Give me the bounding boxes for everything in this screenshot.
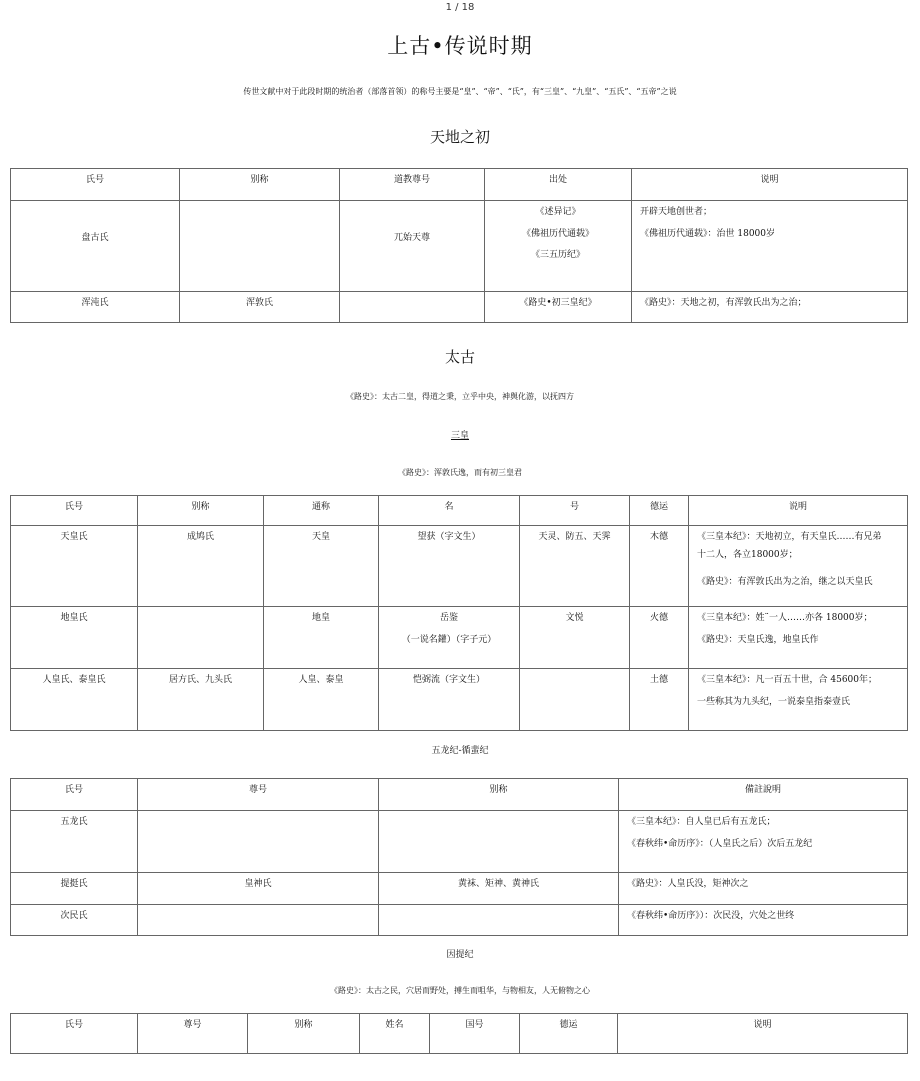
cell-zun <box>138 905 379 936</box>
col-header: 说明 <box>689 496 908 526</box>
cell-note: 一些称其为九头纪，一说泰皇指泰壹氏 <box>697 696 851 707</box>
table-wulong <box>10 778 908 936</box>
col-header: 氏号 <box>11 496 138 526</box>
cell-source: 《路史•初三皇纪》 <box>485 292 632 323</box>
cell-note: 《春秋纬•命历序》：（人皇氏之后）次后五龙纪 <box>627 838 813 849</box>
section-heading-wulong: 五龙纪-循蜚纪 <box>431 746 489 756</box>
cell-note: 《三皇本纪》：天地初立，有天皇氏……有兄弟 <box>697 532 882 542</box>
cell-given: 望获（字文生） <box>379 526 520 607</box>
col-header: 道教尊号 <box>340 169 485 201</box>
cell-source: 《述异记》 <box>535 207 581 217</box>
cell-alias: 浑敦氏 <box>180 292 340 323</box>
col-header: 说明 <box>632 169 908 201</box>
cell-given: （一说名鑵）（字子元） <box>401 634 497 645</box>
col-header: 氏号 <box>11 1014 138 1054</box>
cell-name: 盘古氏 <box>81 233 109 243</box>
cell-common: 地皇 <box>264 607 379 669</box>
cell-note: 开辟天地创世者； <box>640 207 713 217</box>
cell-title <box>340 292 485 323</box>
table-row <box>11 607 908 669</box>
col-header: 德运 <box>520 1014 618 1054</box>
col-header: 尊号 <box>138 779 379 811</box>
cell-alias: 黄袜、矩神、黄神氏 <box>379 873 619 905</box>
col-header: 氏号 <box>11 779 138 811</box>
table-header-row <box>11 496 908 526</box>
cell-alias <box>180 201 340 292</box>
cell-de: 土德 <box>630 669 689 731</box>
table-header-row <box>11 169 908 201</box>
cell-note: 《佛祖历代通载》：治世 18000岁 <box>640 228 775 239</box>
table-row <box>11 201 908 292</box>
cell-note: 《路史》：天地之初，有浑敦氏出为之治； <box>632 292 908 323</box>
table-row <box>11 905 908 936</box>
col-header: 尊号 <box>138 1014 248 1054</box>
col-header: 别称 <box>379 779 619 811</box>
cell-note: 《三皇本纪》：自人皇已后有五龙氏； <box>627 817 776 827</box>
table-header-row <box>11 1014 908 1054</box>
cell-common: 天皇 <box>264 526 379 607</box>
cell-given: 岳鉴 <box>439 613 458 623</box>
col-header: 備註說明 <box>619 779 908 811</box>
cell-name: 天皇氏 <box>11 526 138 607</box>
cell-alias <box>138 607 264 669</box>
cell-name: 浑沌氏 <box>11 292 180 323</box>
col-header: 通称 <box>264 496 379 526</box>
cell-name: 提挺氏 <box>11 873 138 905</box>
table-header-row <box>11 779 908 811</box>
table-row <box>11 669 908 731</box>
cell-name: 人皇氏、泰皇氏 <box>11 669 138 731</box>
quote-taigu: 《路史》：太古二皇，得道之秉，立乎中央，神舆化游，以抚四方 <box>346 392 574 401</box>
quote-sanhuang: 《路史》：浑敦氏逸，而有初三皇君 <box>398 468 522 477</box>
cell-hao: 天灵、防五、天霁 <box>520 526 630 607</box>
cell-name: 次民氏 <box>11 905 138 936</box>
cell-name: 五龙氏 <box>11 811 138 873</box>
cell-alias: 成鸠氏 <box>138 526 264 607</box>
col-header: 说明 <box>618 1014 908 1054</box>
cell-note: 《路史》：人皇氏没，矩神次之 <box>619 873 908 905</box>
section-heading-sanhuang: 三皇 <box>450 431 469 441</box>
col-header: 别称 <box>138 496 264 526</box>
section-heading-tiandi: 天地之初 <box>429 128 490 146</box>
cell-title: 兀始天尊 <box>393 233 430 243</box>
cell-note: 《路史》：有浑敦氏出为之治，继之以天皇氏 <box>697 577 873 587</box>
cell-alias <box>379 811 619 873</box>
col-header: 出处 <box>485 169 632 201</box>
page-title: 上古•传说时期 <box>387 34 533 58</box>
quote-yinti: 《路史》：太古之民，穴居而野处，搏生而咀华，与物相友，人无俯物之心 <box>330 986 590 995</box>
cell-alias: 居方氏、九头氏 <box>138 669 264 731</box>
cell-source: 《佛祖历代通载》 <box>521 228 594 239</box>
table-sanhuang <box>10 495 908 731</box>
col-header: 姓名 <box>360 1014 430 1054</box>
table-tiandi <box>10 168 908 323</box>
col-header: 国号 <box>430 1014 520 1054</box>
cell-hao <box>520 669 630 731</box>
cell-note: 《路史》：天皇氏逸，地皇氏作 <box>697 634 819 645</box>
col-header: 德运 <box>630 496 689 526</box>
cell-name: 地皇氏 <box>11 607 138 669</box>
cell-common: 人皇、泰皇 <box>264 669 379 731</box>
col-header: 号 <box>520 496 630 526</box>
cell-source: 《三五历纪》 <box>530 250 585 260</box>
cell-zun: 皇神氏 <box>138 873 379 905</box>
cell-note: 《三皇本纪》：凡一百五十世，合 45600年； <box>697 675 877 685</box>
cell-given: 恺弼流（字文生） <box>379 669 520 731</box>
cell-de: 火德 <box>630 607 689 669</box>
col-header: 别称 <box>248 1014 360 1054</box>
table-row <box>11 873 908 905</box>
cell-alias <box>379 905 619 936</box>
intro-text: 传世文献中对于此段时期的统治者（部落首领）的称号主要是“皇”、“帝”、“氏”，有“三皇”、“九皇”、“五氏”、“五帝”之说 <box>243 87 677 96</box>
cell-de: 木德 <box>630 526 689 607</box>
col-header: 名 <box>379 496 520 526</box>
cell-hao: 文悦 <box>520 607 630 669</box>
col-header: 别称 <box>180 169 340 201</box>
table-row <box>11 292 908 323</box>
table-yinti <box>10 1013 908 1054</box>
cell-note: 《三皇本纪》：姓¨一人……亦各 18000岁； <box>697 613 873 623</box>
cell-note: 《春秋纬•命历序》）：次民没，穴处之世终 <box>619 905 908 936</box>
cell-zun <box>138 811 379 873</box>
table-row <box>11 811 908 873</box>
table-row <box>11 526 908 607</box>
section-heading-yinti: 因提纪 <box>446 950 474 960</box>
page-number: 1 / 18 <box>445 2 475 13</box>
section-heading-taigu: 太古 <box>444 348 475 366</box>
cell-note: 十二人，各立18000岁； <box>697 549 798 560</box>
col-header: 氏号 <box>11 169 180 201</box>
